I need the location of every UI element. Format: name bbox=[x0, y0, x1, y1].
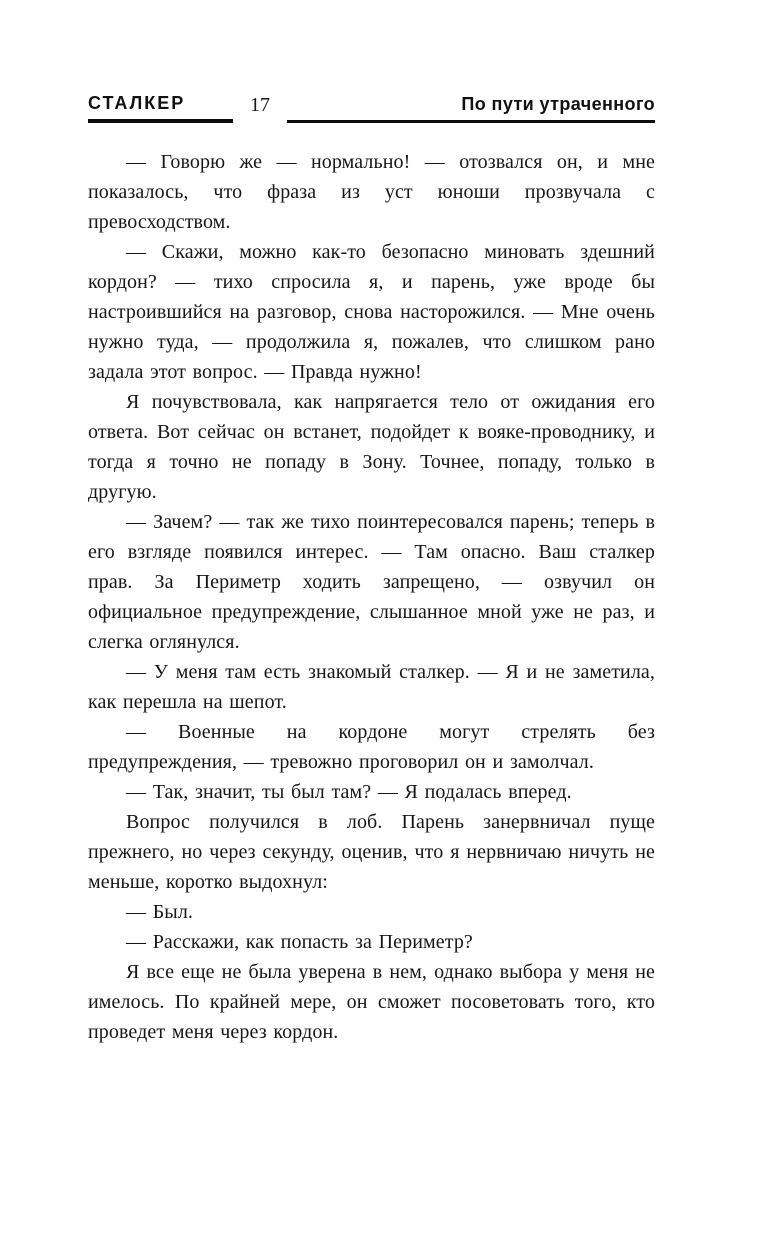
paragraph: — Так, значит, ты был там? — Я подалась вперед. bbox=[126, 781, 572, 803]
running-title-left: СТАЛКЕР bbox=[88, 93, 186, 113]
paragraph: — Зачем? — так же тихо поинтересовался парень; теперь в его взгляде появился интерес. — Там опасно. Ваш сталкер прав. За Периметр ходить запрещено, — озвучил он официальное предупреждение, слышанное мной уже не раз, и слегка оглянулся. bbox=[88, 511, 655, 653]
paragraph: — Был. bbox=[126, 901, 194, 923]
paragraph: — Скажи, можно как-то безопасно миновать здешний кордон? — тихо спросила я, и парень, уже вроде бы настроившийся на разговор, снова насторожился. — Мне очень нужно туда, — продолжила я, пожалев, что слишком рано задала этот вопрос. — Правда нужно! bbox=[88, 241, 655, 383]
paragraph: — Военные на кордоне могут стрелять без предупреждения, — тревожно проговорил он и замолчал. bbox=[88, 721, 655, 773]
header-rule-left bbox=[88, 119, 233, 123]
header-page-number-block bbox=[233, 95, 287, 123]
paragraph: Вопрос получился в лоб. Парень занервничал пуще прежнего, но через секунду, оценив, что я нервничаю ничуть не меньше, коротко выдохнул: bbox=[88, 811, 655, 893]
header-left-block bbox=[88, 93, 233, 123]
page-number: 17 bbox=[250, 94, 270, 116]
paragraph: — Говорю же — нормально! — отозвался он, и мне показалось, что фраза из уст юноши прозвучала с превосходством. bbox=[88, 151, 655, 233]
paragraph: — У меня там есть знакомый сталкер. — Я и не заметила, как перешла на шепот. bbox=[88, 661, 655, 713]
page-header bbox=[88, 93, 655, 123]
running-title-right: По пути утраченного bbox=[461, 94, 655, 114]
header-rule-right bbox=[287, 120, 655, 123]
page-body bbox=[88, 147, 655, 1047]
paragraph: Я все еще не была уверена в нем, однако выбора у меня не имелось. По крайней мере, он сможет посоветовать того, кто проведет меня через кордон. bbox=[88, 961, 655, 1043]
paragraph: Я почувствовала, как напрягается тело от ожидания его ответа. Вот сейчас он встанет, подойдет к вояке-проводнику, и тогда я точно не попаду в Зону. Точнее, попаду, только в другую. bbox=[88, 391, 655, 503]
header-right-block bbox=[287, 94, 655, 123]
paragraph: — Расскажи, как попасть за Периметр? bbox=[126, 931, 473, 953]
